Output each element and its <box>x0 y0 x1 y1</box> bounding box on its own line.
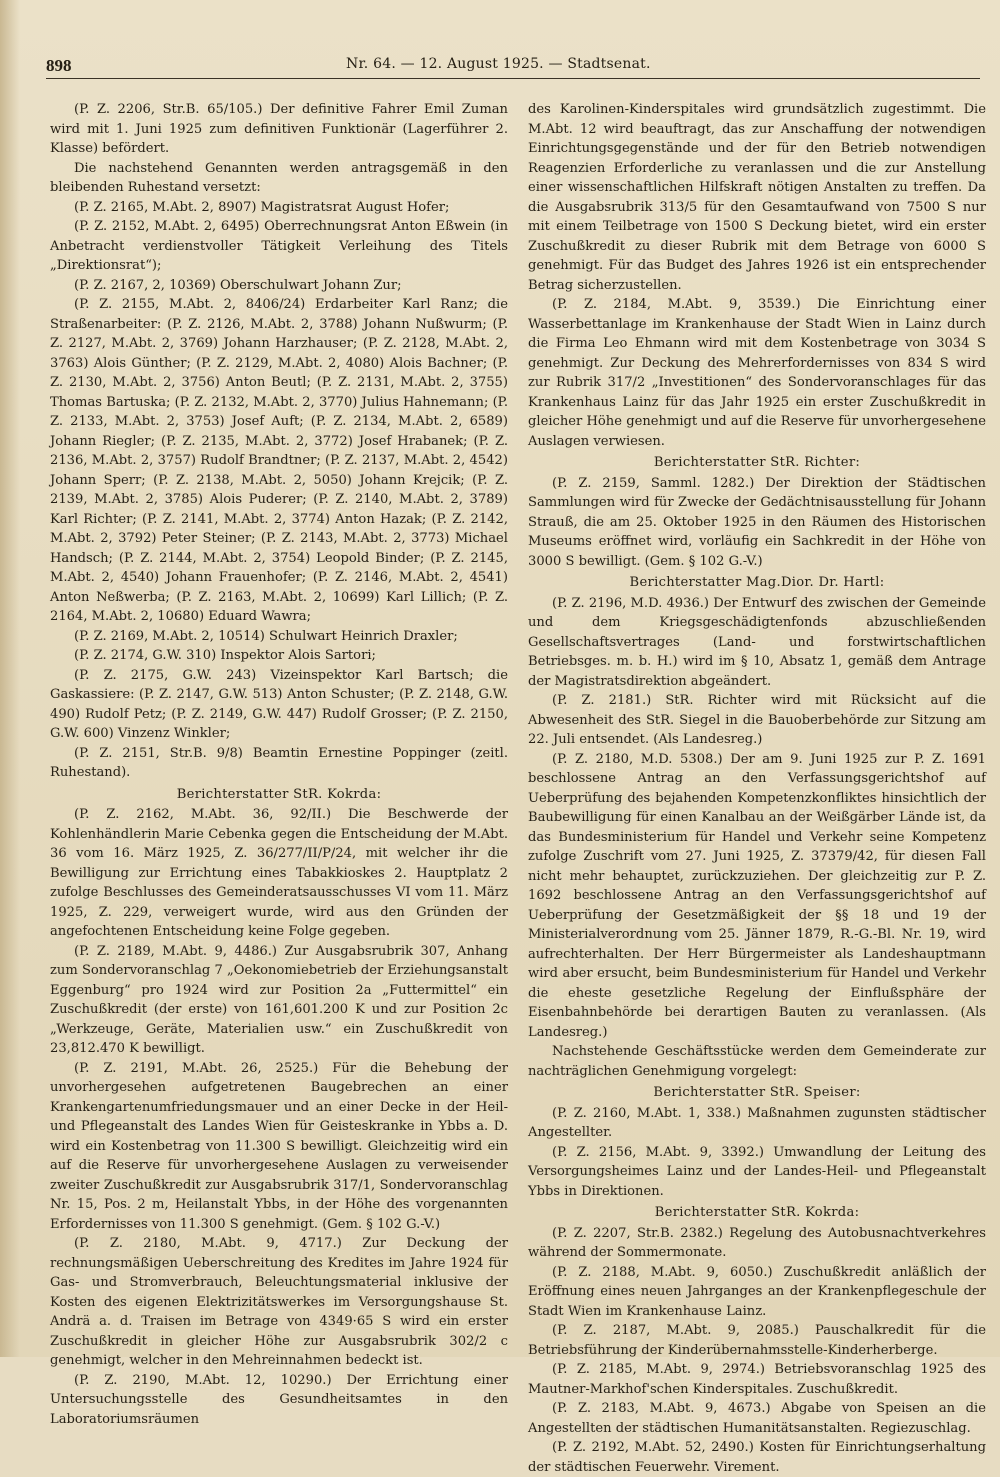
right-column <box>528 100 986 1477</box>
running-head: Nr. 64. — 12. August 1925. — Stadtsenat. <box>346 56 651 72</box>
paragraph: (P. Z. 2184, M.Abt. 9, 3539.) Die Einrichtung einer Wasserbettanlage im Krankenhause der Stadt Wien in Lainz durch die Firma Leo Ehmann wird mit dem Kostenbetrage von 3034 S genehmigt. Zur Deckung des Mehrerfordernisses von 834 S wird zur Rubrik 317/2 „Investitionen“ des Sondervoranschlages für das Krankenhaus Lainz für das Jahr 1925 ein erster Zuschußkredit in gleicher Höhe genehmigt und auf die Reserve für unvorhergesehene Auslagen verwiesen. <box>528 297 986 449</box>
paragraph: (P. Z. 2152, M.Abt. 2, 6495) Oberrechnungsrat Anton Eßwein (in Anbetracht verdienstvoller Tätigkeit Verleihung des Titels „Direktionsrat“); <box>50 219 508 273</box>
paragraph: (P. Z. 2159, Samml. 1282.) Der Direktion der Städtischen Sammlungen wird für Zwecke der Gedächtnisausstellung für Johann Strauß, die am 25. Oktober 1925 in den Räumen des Historischen Museums eröffnet wird, vorläufig ein Sachkredit in der Höhe von 3000 S bewilligt. (Gem. § 102 G.-V.) <box>528 475 986 569</box>
paragraph: (P. Z. 2175, G.W. 243) Vizeinspektor Karl Bartsch; die Gaskassiere: (P. Z. 2147, G.W. 513) Anton Schuster; (P. Z. 2148, G.W. 490) Rudolf Petz; (P. Z. 2149, G.W. 447) Rudolf Grosser; (P. Z. 2150, G.W. 600) Vinzenz Winkler; <box>50 667 508 741</box>
paragraph: Nachstehende Geschäftsstücke werden dem Gemeinderate zur nachträglichen Genehmigung vorgelegt: <box>528 1044 986 1079</box>
page-header <box>46 56 980 79</box>
paragraph: (P. Z. 2180, M.D. 5308.) Der am 9. Juni 1925 zur P. Z. 1691 beschlossene Antrag an den Verfassungsgerichtshof auf Ueberprüfung des bejahenden Kompetenzkonfliktes hinsichtlich der Baubewilligung für einen Kanalbau an der Weißgärber Lände ist, da das Bundesministerium für Handel und Verkehr seine Kompetenz zufolge Zuschrift vom 27. Juni 1925, Z. 37379/42, für diesen Fall nicht mehr behauptet, zurückzuziehen. Der gleichzeitig zur P. Z. 1692 beschlossene Antrag an den Verfassungsgerichtshof auf Ueberprüfung der Gesetzmäßigkeit der §§ 18 und 19 der Ministerialverordnung vom 25. Jänner 1879, R.-G.-Bl. Nr. 19, wird aufrechterhalten. Der Herr Bürgermeister als Landeshauptmann wird aber ersucht, beim Bundesministerium für Handel und Verkehr die eheste gesetzliche Regelung der Einflußsphäre der Eisenbahnbehörde bei derartigen Bauten zu veranlassen. (Als Landesreg.) <box>528 751 986 1040</box>
paragraph: (P. Z. 2155, M.Abt. 2, 8406/24) Erdarbeiter Karl Ranz; die Straßenarbeiter: (P. Z. 2126, M.Abt. 2, 3788) Johann Nußwurm; (P. Z. 2127, M.Abt. 2, 3769) Johann Harzhauser; (P. Z. 2128, M.Abt. 2, 3763) Alois Günther; (P. Z. 2129, M.Abt. 2, 4080) Alois Bachner; (P. Z. 2130, M.Abt. 2, 3756) Anton Beutl; (P. Z. 2131, M.Abt. 2, 3755) Thomas Bartuska; (P. Z. 2132, M.Abt. 2, 3770) Julius Hahnemann; (P. Z. 2133, M.Abt. 2, 3753) Josef Auft; (P. Z. 2134, M.Abt. 2, 6589) Johann Riegler; (P. Z. 2135, M.Abt. 2, 3772) Josef Hrabanek; (P. Z. 2136, M.Abt. 2, 3757) Rudolf Brandtner; (P. Z. 2137, M.Abt. 2, 4542) Johann Sperr; (P. Z. 2138, M.Abt. 2, 5050) Johann Krejcik; (P. Z. 2139, M.Abt. 2, 3785) Alois Puderer; (P. Z. 2140, M.Abt. 2, 3789) Karl Richter; (P. Z. 2141, M.Abt. 2, 3774) Anton Hazak; (P. Z. 2142, M.Abt. 2, 3792) Peter Steiner; (P. Z. 2143, M.Abt. 2, 3773) Michael Handsch; (P. Z. 2144, M.Abt. 2, 3754) Leopold Binder; (P. Z. 2145, M.Abt. 2, 4540) Johann Frauenhofer; (P. Z. 2146, M.Abt. 2, 4541) Anton Neßwerba; (P. Z. 2163, M.Abt. 2, 10699) Karl Lillich; (P. Z. 2164, M.Abt. 2, 10680) Eduard Wawra; <box>50 297 508 624</box>
paragraph: (P. Z. 2189, M.Abt. 9, 4486.) Zur Ausgabsrubrik 307, Anhang zum Sondervoranschlag 7 „Oekonomiebetrieb der Erziehungsanstalt Eggenburg“ pro 1924 wird zur Position 2a „Futtermittel“ ein Zuschußkredit (der erste) von 161,601.200 K und zur Position 2c „Werkzeuge, Geräte, Materialien usw.“ ein Zuschußkredit von 23,812.470 K bewilligt. <box>50 943 508 1056</box>
paragraph: (P. Z. 2187, M.Abt. 9, 2085.) Pauschalkredit für die Betriebsführung der Kinderübernahmsstelle-Kinderherberge. <box>528 1323 986 1358</box>
section-heading: Berichterstatter StR. Kokrda: <box>176 786 382 802</box>
paragraph: (P. Z. 2185, M.Abt. 9, 2974.) Betriebsvoranschlag 1925 des Mautner-Markhof'schen Kinderspitales. Zuschußkredit. <box>528 1362 986 1397</box>
paragraph: (P. Z. 2165, M.Abt. 2, 8907) Magistratsrat August Hofer; <box>74 199 450 215</box>
paragraph: (P. Z. 2190, M.Abt. 12, 10290.) Der Errichtung einer Untersuchungsstelle des Gesundheitsamtes in den Laboratoriumsräumen <box>50 1372 508 1427</box>
section-heading: Berichterstatter Mag.Dior. Dr. Hartl: <box>629 575 885 590</box>
left-column <box>50 100 508 1429</box>
section-heading: Berichterstatter StR. Speiser: <box>653 1085 861 1100</box>
paragraph: (P. Z. 2206, Str.B. 65/105.) Der definitive Fahrer Emil Zuman wird mit 1. Juni 1925 zum definitiven Funktionär (Lagerführer 2. Klasse) befördert. <box>50 102 508 156</box>
paragraph: (P. Z. 2174, G.W. 310) Inspektor Alois Sartori; <box>74 648 376 663</box>
paragraph: des Karolinen-Kinderspitales wird grundsätzlich zugestimmt. Die M.Abt. 12 wird beauftragt, das zur Anschaffung der notwendigen Einrichtungsgegenstände und der für den Betrieb notwendigen Reagenzien Erforderliche zu veranlassen und die zur Anstellung einer wissenschaftlichen Hilfskraft nötigen Anstalten zu treffen. Da die Ausgabsrubrik 313/5 für den Gesamtaufwand von 7500 S nur mit einem Teilbetrage von 1500 S Deckung bietet, wird ein erster Zuschußkredit zu dieser Rubrik mit dem Betrage von 6000 S genehmigt. Für das Budget des Jahres 1926 ist ein entsprechender Betrag sicherzustellen. <box>528 102 986 293</box>
paragraph: (P. Z. 2180, M.Abt. 9, 4717.) Zur Deckung der rechnungsmäßigen Ueberschreitung des Kredites im Jahre 1924 für Gas- und Stromverbrauch, Beleuchtungsmaterial inklusive der Kosten des eigenen Elektrizitätswerkes im Versorgungshause St. Andrä a. d. Traisen im Betrage von 4349·65 S wird ein erster Zuschußkredit in gleicher Höhe zur Ausgabsrubrik 302/2 c genehmigt, welcher in den Mehreinnahmen bedeckt ist. <box>50 1236 508 1368</box>
paragraph: (P. Z. 2181.) StR. Richter wird mit Rücksicht auf die Abwesenheit des StR. Siegel in die Bauoberbehörde zur Sitzung am 22. Juli entsendet. (Als Landesreg.) <box>528 693 986 747</box>
paragraph: (P. Z. 2167, 2, 10369) Oberschulwart Johann Zur; <box>74 277 402 293</box>
paragraph: (P. Z. 2192, M.Abt. 52, 2490.) Kosten für Einrichtungserhaltung der städtischen Feuerwehr. Virement. <box>528 1440 986 1475</box>
section-heading: Berichterstatter StR. Richter: <box>653 455 861 470</box>
text-columns <box>50 100 986 1475</box>
paragraph: (P. Z. 2188, M.Abt. 9, 6050.) Zuschußkredit anläßlich der Eröffnung eines neuen Jahrganges an der Krankenpflegeschule der Stadt Wien im Krankenhause Lainz. <box>528 1264 986 1319</box>
paragraph: (P. Z. 2162, M.Abt. 36, 92/II.) Die Beschwerde der Kohlenhändlerin Marie Cebenka gegen die Entscheidung der M.Abt. 36 vom 16. März 1925, Z. 36/277/II/P/24, mit welcher ihr die Bewilligung zur Errichtung eines Tabakkioskes 2. Hauptplatz 2 zufolge Beschlusses des Gemeinderatsausschusses VI vom 11. März 1925, Z. 229, verweigert wurde, wird aus den Gründen der angefochtenen Entscheidung keine Folge gegeben. <box>50 807 508 939</box>
paragraph: (P. Z. 2156, M.Abt. 9, 3392.) Umwandlung der Leitung des Versorgungsheimes Lainz und der Landes-Heil- und Pflegeanstalt Ybbs in Direktionen. <box>528 1144 986 1199</box>
paragraph: (P. Z. 2160, M.Abt. 1, 338.) Maßnahmen zugunsten städtischer Angestellter. <box>528 1105 986 1140</box>
paragraph: (P. Z. 2207, Str.B. 2382.) Regelung des Autobusnachtverkehres während der Sommermonate. <box>528 1225 986 1260</box>
section-heading: Berichterstatter StR. Kokrda: <box>654 1205 860 1220</box>
page-number: 898 <box>46 56 72 75</box>
paragraph: (P. Z. 2191, M.Abt. 26, 2525.) Für die Behebung der unvorhergesehen aufgetretenen Baugebrechen an einer Krankengartenumfriedungsmauer und an einer Decke in der Heil- und Pflegeanstalt des Landes Wien für Geisteskranke in Ybbs a. D. wird ein Kostenbetrag von 11.300 S bewilligt. Gleichzeitig wird ein auf die Reserve für unvorhergesehene Auslagen zu verweisender zweiter Zuschußkredit zur Ausgabsrubrik 317/1, Sondervoranschlag Nr. 15, Pos. 2 m, Heilanstalt Ybbs, in der Höhe des vorgenannten Erfordernisses von 11.300 S genehmigt. (Gem. § 102 G.-V.) <box>50 1060 508 1232</box>
paragraph: (P. Z. 2169, M.Abt. 2, 10514) Schulwart Heinrich Draxler; <box>74 628 458 644</box>
paragraph: (P. Z. 2183, M.Abt. 9, 4673.) Abgabe von Speisen an die Angestellten der städtischen Humanitätsanstalten. Regiezuschlag. <box>528 1401 986 1436</box>
paragraph: Die nachstehend Genannten werden antragsgemäß in den bleibenden Ruhestand versetzt: <box>50 160 508 195</box>
paragraph: (P. Z. 2196, M.D. 4936.) Der Entwurf des zwischen der Gemeinde und dem Kriegsgeschädigtenfonds abzuschließenden Gesellschaftsvertrages (Land- und forstwirtschaftlichen Betriebsges. m. b. H.) wird im § 10, Absatz 1, gemäß dem Antrage der Magistratsdirektion abgeändert. <box>528 595 986 689</box>
paragraph: (P. Z. 2151, Str.B. 9/8) Beamtin Ernestine Poppinger (zeitl. Ruhestand). <box>50 745 508 780</box>
